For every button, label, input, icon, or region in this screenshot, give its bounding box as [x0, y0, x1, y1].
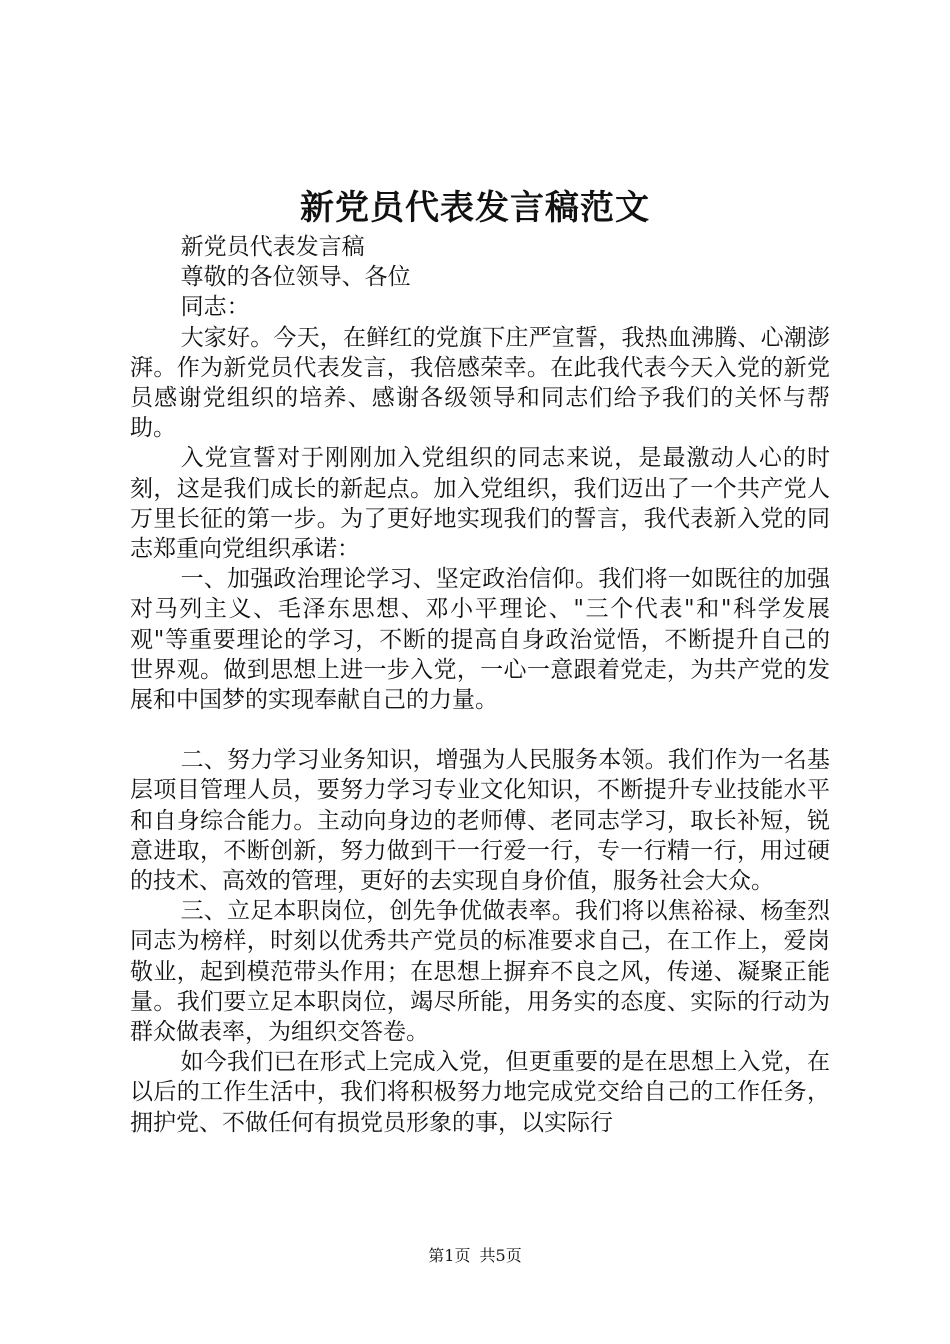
document-body: [130, 232, 830, 1138]
paragraph-closing: 如今我们已在形式上完成入党，但更重要的是在思想上入党，在以后的工作生活中，我们将积极努力地完成党交给自己的工作任务，拥护党、不做任何有损党员形象的事，以实际行: [130, 1049, 830, 1136]
page-footer: [0, 1245, 950, 1267]
page-total: 共5页: [479, 1246, 522, 1265]
paragraph-subtitle: 新党员代表发言稿: [180, 234, 365, 260]
paragraph-point-two: 二、努力学习业务知识，增强为人民服务本领。我们作为一名基层项目管理人员，要努力学习专业文化知识，不断提升专业技能水平和自身综合能力。主动向身边的老师傅、老同志学习，取长补短，锐意进取，不断创新，努力做到干一行爱一行，专一行精一行，用过硬的技术、高效的管理，更好的去实现自身价值，服务社会大众。: [130, 747, 830, 895]
paragraph-salutation-cont: 同志：: [180, 294, 250, 321]
paragraph-oath: 入党宣誓对于刚刚加入党组织的同志来说，是最激动人心的时刻，这是我们成长的新起点。加入党组织，我们迈出了一个共产党人万里长征的第一步。为了更好地实现我们的誓言，我代表新入党的同志郑重向党组织承诺：: [130, 445, 830, 563]
paragraph-point-one: 一、加强政治理论学习、坚定政治信仰。我们将一如既往的加强对马列主义、毛泽东思想、邓小平理论、"三个代表"和"科学发展观"等重要理论的学习，不断的提高自身政治觉悟，不断提升自己的世界观。做到思想上进一步入党，一心一意跟着党走，为共产党的发展和中国梦的实现奉献自己的力量。: [130, 566, 830, 714]
paragraph-point-three: 三、立足本职岗位，创先争优做表率。我们将以焦裕禄、杨奎烈同志为榜样，时刻以优秀共产党员的标准要求自己，在工作上，爱岗敬业，起到模范带头作用；在思想上摒弃不良之风，传递、凝聚正能量。我们要立足本职岗位，竭尽所能，用务实的态度、实际的行动为群众做表率，为组织交答卷。: [130, 898, 830, 1046]
document-title: 新党员代表发言稿范文: [300, 188, 650, 228]
paragraph-greeting: 大家好。今天，在鲜红的党旗下庄严宣誓，我热血沸腾、心潮澎湃。作为新党员代表发言，我倍感荣幸。在此我代表今天入党的新党员感谢党组织的培养、感谢各级领导和同志们给予我们的关怀与帮助。: [130, 324, 830, 442]
page-number: 第1页: [428, 1246, 471, 1265]
paragraph-salutation: 尊敬的各位领导、各位: [180, 264, 411, 291]
